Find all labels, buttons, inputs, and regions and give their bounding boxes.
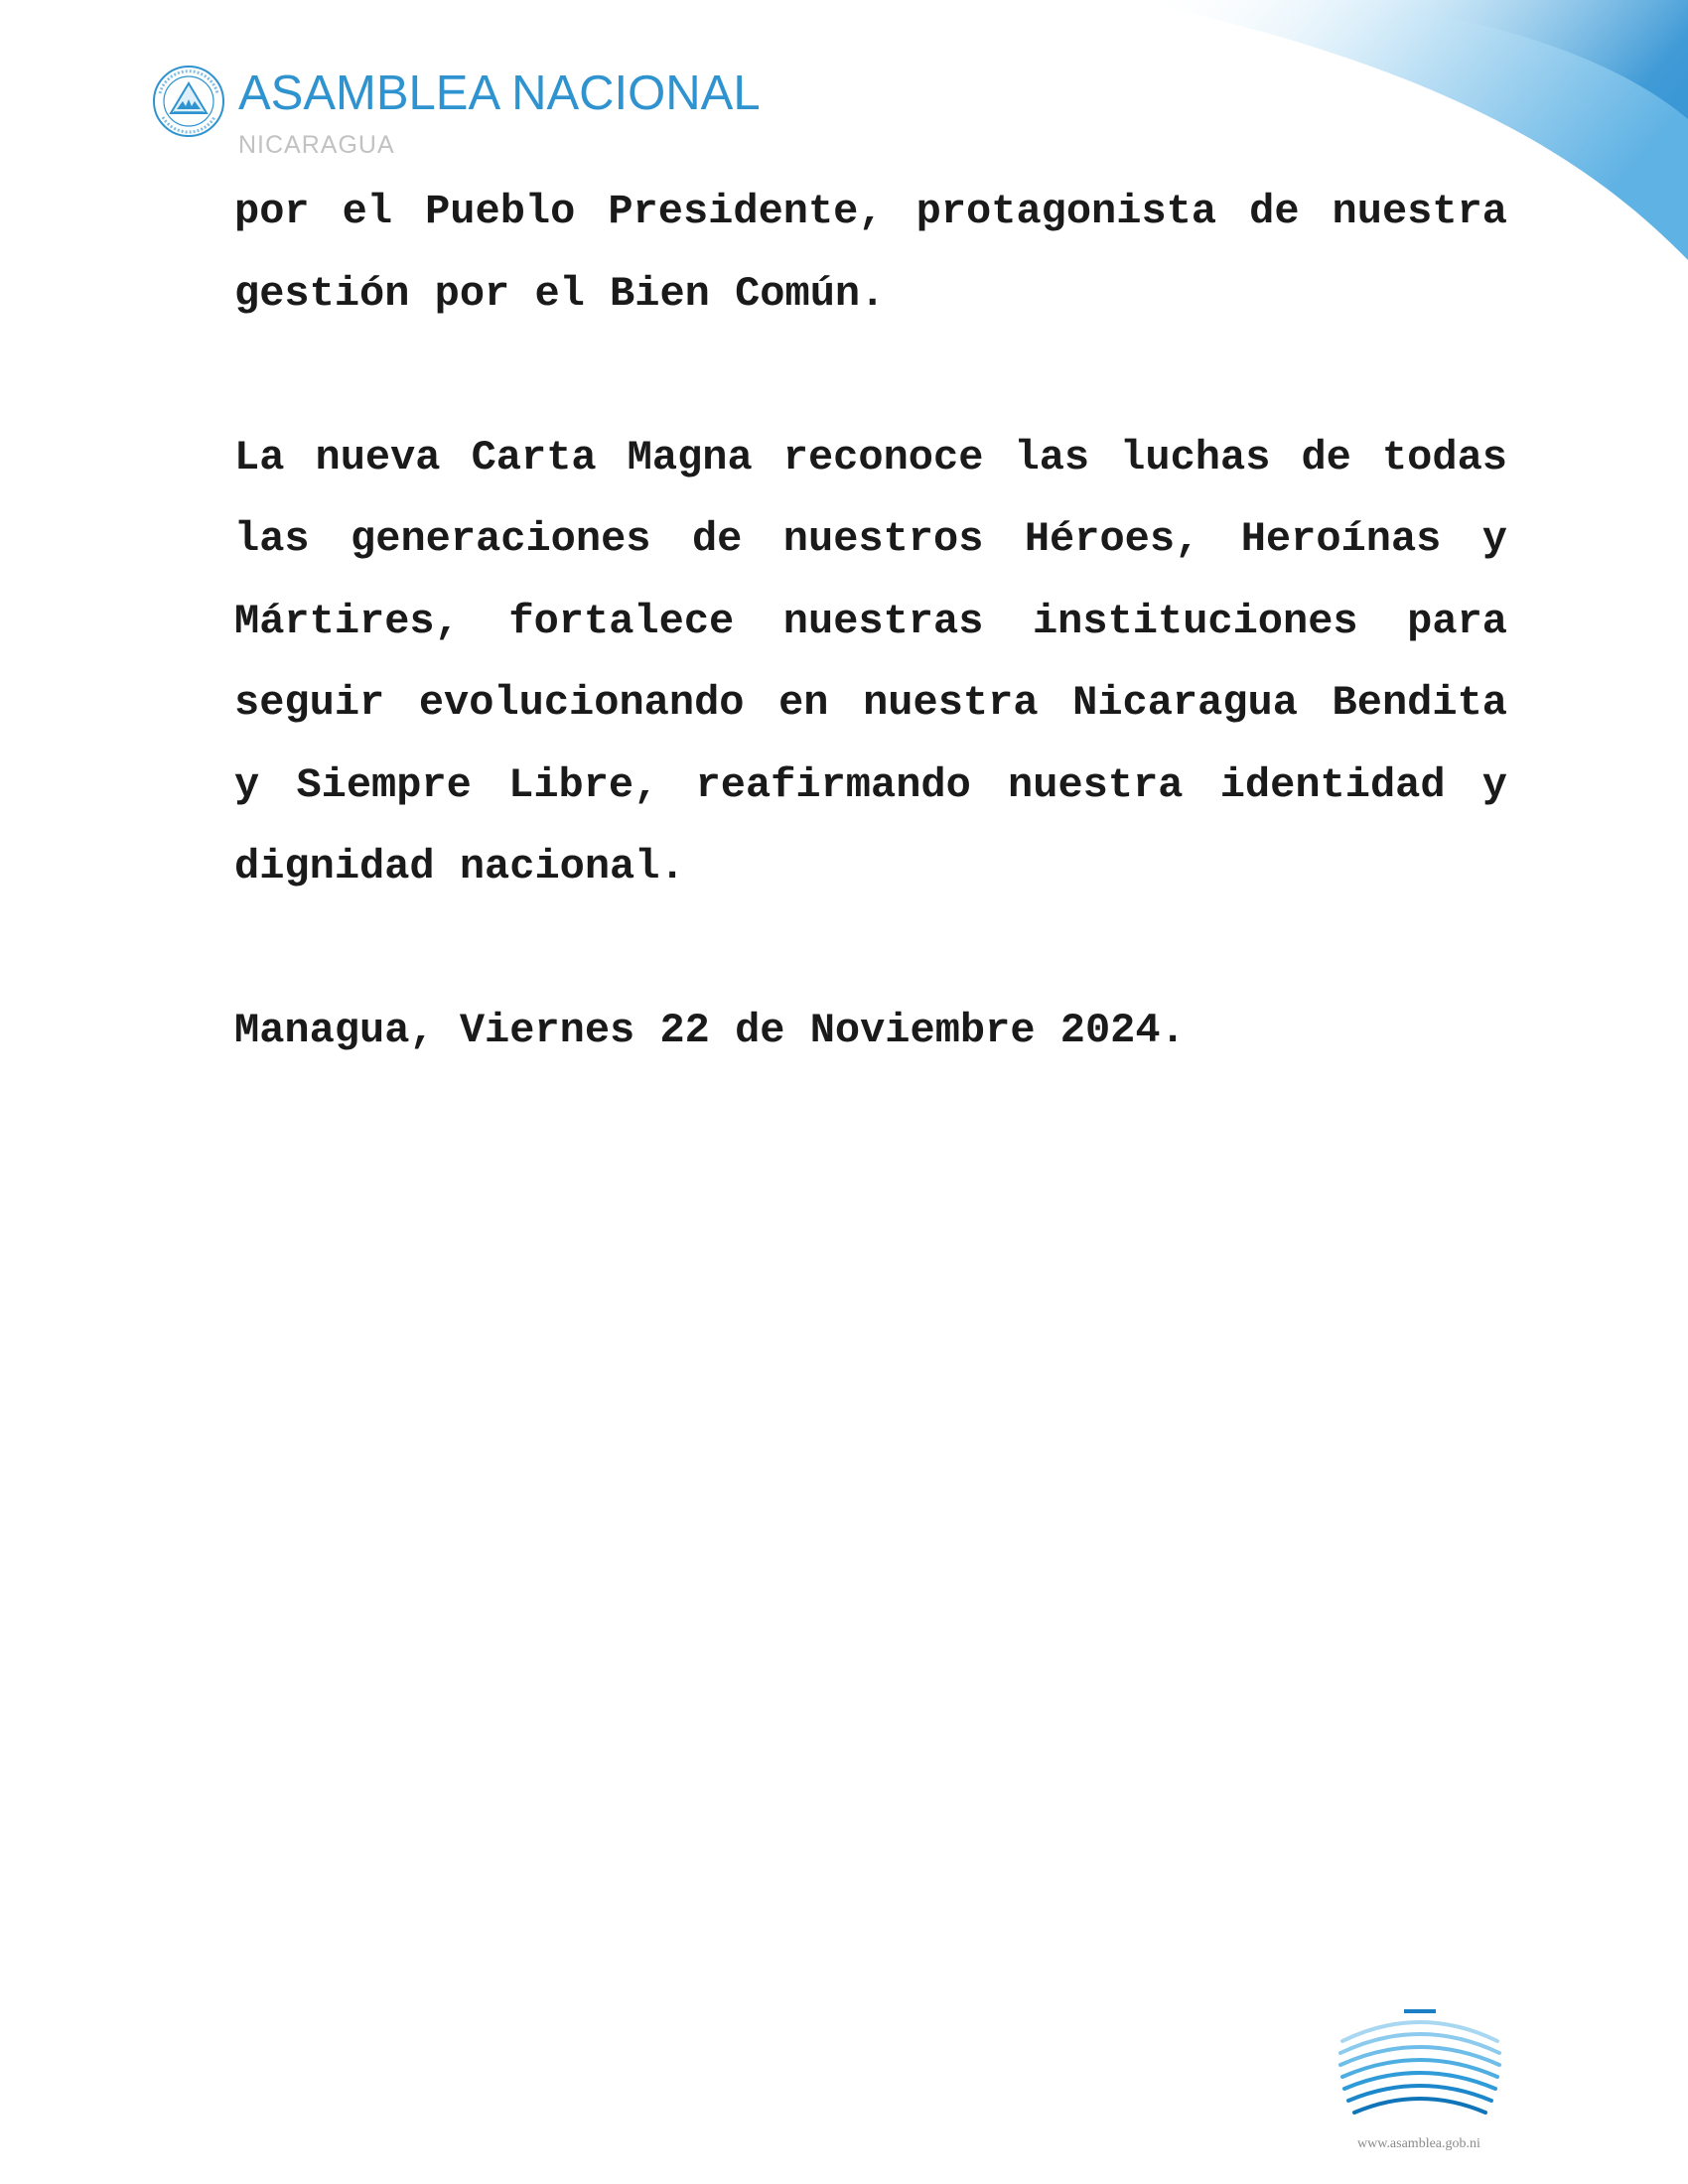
paragraph-carta-magna: La nueva Carta Magna reconoce las luchas de todas las generaciones de nuestros Héroes, Heroínas y Mártires, fortalece nuestras instituciones para seguir evolucionando en nuestra Nicaragua Bendita y Siempre Libre, reafirmando nuestra identidad y dignidad nacional. xyxy=(234,433,1507,890)
paragraph-closing-line: por el Pueblo Presidente, protagonista de nuestra gestión por el Bien Común. xyxy=(234,188,1507,318)
organization-country: NICARAGUA xyxy=(238,131,395,159)
website-url[interactable]: www.asamblea.gob.ni xyxy=(1357,2136,1480,2151)
place-date-line: Managua, Viernes 22 de Noviembre 2024. xyxy=(234,1007,1186,1054)
document-body xyxy=(234,171,1507,1072)
assembly-hemicycle-icon xyxy=(1331,2005,1509,2130)
nicaragua-coat-of-arms-icon xyxy=(151,64,226,139)
organization-name: ASAMBLEA NACIONAL xyxy=(238,67,761,120)
